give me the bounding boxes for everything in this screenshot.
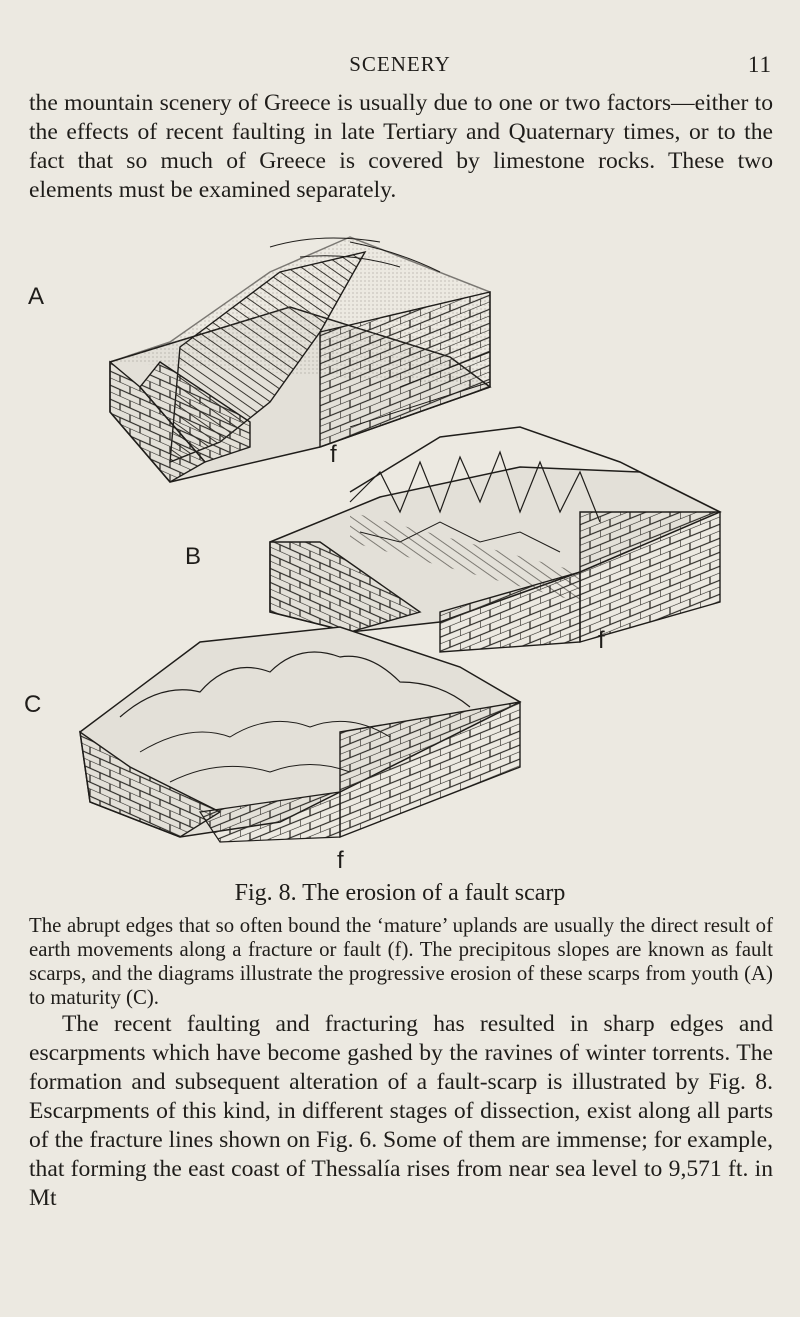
block-b-diagram [185,427,720,654]
page-number: 11 [747,52,772,77]
body-paragraph-2: The recent faulting and fracturing has resulted in sharp edges and escarpments which have become gashed by the ravines of winter torrents. The formation and subsequent alteration of a fault-scarp is illustrated by Fig. 8. Escarpments of this kind, in different stages of dissection, exist along all parts of the fracture lines shown on Fig. 6. Some of them are immense; for example, that forming the east coast of Thessalía rises from near sea level to 9,571 ft. in Mt [29,1011,773,1211]
running-head [0,52,800,82]
stage-a-label: A [28,283,45,310]
figure-caption: Fig. 8. The erosion of a fault scarp [234,880,566,906]
stage-b-label: B [185,543,202,570]
stage-c-label: C [24,691,42,718]
fault-a-label: f [330,441,337,468]
running-title: SCENERY [349,52,451,76]
fault-b-label: f [598,627,605,654]
fault-c-label: f [337,847,344,874]
block-diagrams [20,212,780,882]
body-paragraph-1: the mountain scenery of Greece is usually due to one or two factors—either to the effects of recent faulting in late Tertiary and Quaternary times, or to the fact that so much of Greece is covered by limestone rocks. These two elements must be examined separately. [29,90,773,203]
fault-scarp-figure [20,212,780,882]
figure-description: The abrupt edges that so often bound the ‘mature’ uplands are usually the direct result of earth movements along a fracture or fault (f). The precipitous slopes are known as fault scarps, and the diagrams illustrate the progressive erosion of these scarps from youth (A) to maturity (C). [29,914,773,1009]
block-a-diagram [28,237,490,482]
block-c-diagram [24,627,520,874]
